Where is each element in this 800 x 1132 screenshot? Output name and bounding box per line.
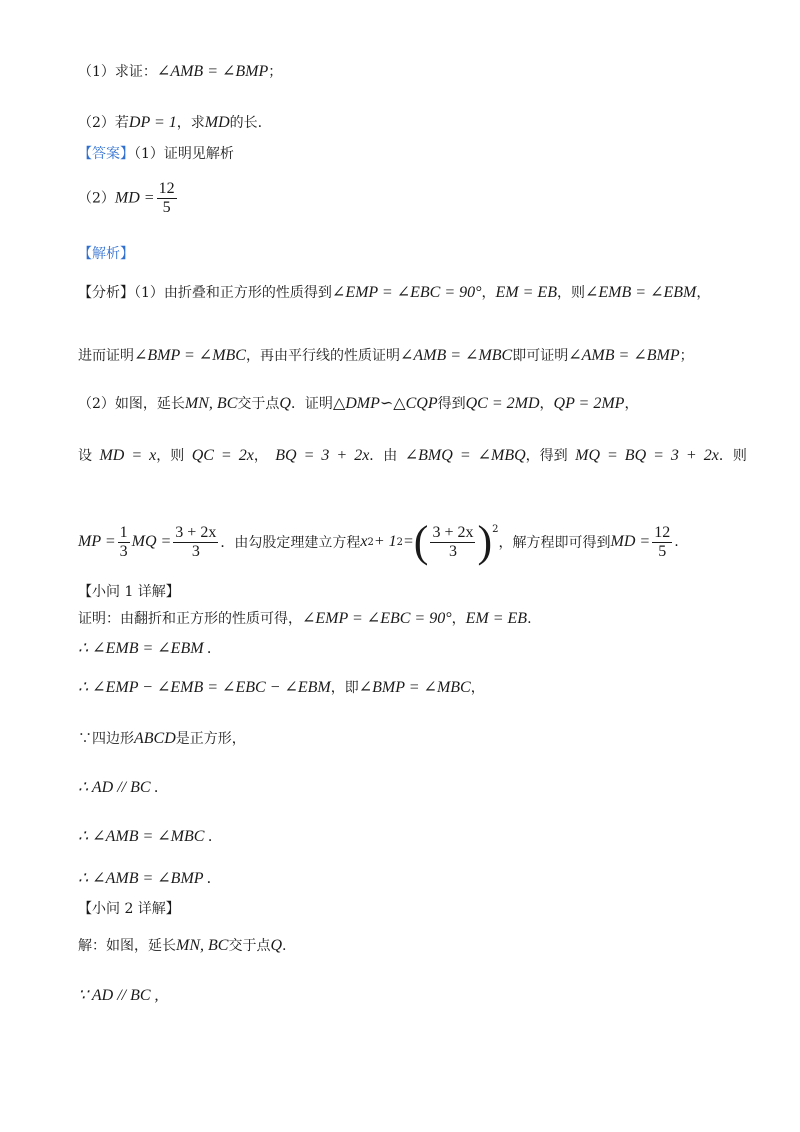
text: ；: [268, 64, 283, 80]
math: QC = 2x: [191, 447, 254, 464]
analysis-line-2: [78, 346, 694, 366]
exponent: 2: [396, 536, 403, 548]
math: DP = 1: [128, 114, 177, 131]
fraction: [430, 524, 475, 561]
text: 的长.: [229, 115, 263, 131]
text: （1）由折叠和正方形的性质得到: [134, 285, 332, 301]
text: ，: [481, 285, 496, 301]
text: 是正方形，: [175, 731, 246, 747]
text: ∵四边形: [78, 731, 134, 747]
text: ，: [696, 285, 711, 301]
proof-line-4: [78, 729, 246, 749]
math: ∠EMB = ∠EBM: [584, 284, 697, 301]
text: .: [674, 534, 679, 550]
analysis-line-4: [78, 446, 747, 466]
math: Q: [270, 937, 283, 954]
proof-line-7: ∴ ∠AMB = ∠BMP .: [78, 870, 212, 887]
exponent: 2: [492, 524, 499, 535]
math: ∠AMB = ∠BMP: [568, 347, 680, 364]
math: MP =: [78, 533, 116, 550]
right-paren: ): [477, 517, 493, 566]
analysis-line-1: [78, 283, 710, 303]
math: ∠BMP = ∠MBC: [358, 679, 471, 696]
text: 交于点: [228, 938, 271, 954]
text: ，则: [556, 285, 585, 301]
denominator: 5: [162, 199, 171, 216]
text: ，得到: [525, 448, 568, 464]
text: 证明：由翻折和正方形的性质可得，: [78, 611, 302, 627]
math: MD: [204, 114, 230, 131]
math: ∠AMB = ∠BMP: [156, 63, 269, 80]
text: ．由: [369, 448, 398, 464]
text: 得到: [437, 396, 466, 412]
math: MD = x: [99, 447, 157, 464]
text: （2）如图，延长: [78, 396, 185, 412]
text: ，: [470, 680, 485, 696]
text: （1）证明见解析: [134, 146, 234, 162]
text: ，: [624, 396, 639, 412]
math: =: [402, 533, 414, 550]
math: Q: [279, 395, 291, 412]
math: ∠BMQ = ∠MBQ: [404, 447, 526, 464]
left-paren: (: [413, 517, 429, 566]
text: .: [527, 611, 532, 627]
proof-line-6: ∴ ∠AMB = ∠MBC .: [78, 828, 213, 845]
text: 交于点: [237, 396, 280, 412]
math: x: [360, 533, 368, 550]
solution-line-2: ∵ AD // BC ,: [78, 987, 159, 1004]
text: 解：如图，延长: [78, 938, 176, 954]
denominator: 3: [448, 542, 457, 560]
fraction: [652, 524, 672, 561]
text: ，: [253, 448, 268, 464]
text: （2）若: [78, 115, 129, 131]
text: ，: [451, 611, 466, 627]
text: ，解方程即可得到: [498, 535, 611, 551]
text: ，则: [156, 448, 185, 464]
text: ，求: [176, 115, 205, 131]
math: QC = 2MD: [465, 395, 540, 412]
numerator: 3 + 2x: [432, 523, 474, 541]
proof-line-2: ∴ ∠EMB = ∠EBM .: [78, 640, 212, 657]
math: MQ =: [131, 533, 172, 550]
numerator: 3 + 2x: [175, 523, 217, 541]
math: + 1: [373, 533, 397, 550]
fraction: [118, 524, 130, 561]
math: ∠BMP = ∠MBC: [134, 347, 246, 364]
text: （2）: [78, 190, 115, 207]
math: MD =: [610, 533, 651, 550]
math: ∠AMB = ∠MBC: [399, 347, 513, 364]
math: MQ = BQ = 3 + 2x: [575, 447, 719, 464]
math: ABCD: [134, 730, 176, 747]
text: .: [282, 938, 287, 954]
math: ∠EMP = ∠EBC = 90°: [302, 610, 452, 627]
math: MN, BC: [184, 395, 238, 412]
solution-line-1: [78, 936, 286, 956]
fraction: [157, 180, 177, 217]
math: MN, BC: [176, 937, 229, 954]
text: 【分析】: [78, 285, 134, 301]
proof-line-3: [78, 678, 485, 698]
denominator: 3: [191, 542, 200, 560]
numerator: 1: [119, 523, 128, 541]
text: ，即: [330, 680, 359, 696]
math: EM = EB: [465, 610, 528, 627]
math: EM = EB: [495, 284, 557, 301]
sub1-tag: 【小问 1 详解】: [78, 584, 180, 600]
math: ∠EMP = ∠EBC = 90°: [331, 284, 482, 301]
denominator: 5: [658, 542, 667, 560]
text: （1）求证：: [78, 64, 157, 80]
text: ．则: [718, 448, 747, 464]
answer-line-2: [78, 180, 179, 217]
text: 设: [78, 448, 92, 464]
exponent: 2: [367, 536, 374, 548]
analysis-line-3: [78, 394, 638, 414]
text: ；: [679, 348, 694, 364]
numerator: 12: [654, 523, 671, 541]
text: ．证明: [290, 396, 333, 412]
math: QP = 2MP: [553, 395, 625, 412]
question-1: [78, 62, 282, 82]
math: ∴ ∠EMP − ∠EMB = ∠EBC − ∠EBM: [78, 679, 331, 696]
fraction: [173, 524, 218, 561]
text: 即可证明: [512, 348, 569, 364]
sub2-tag: 【小问 2 详解】: [78, 901, 180, 917]
text: 进而证明: [78, 348, 134, 364]
analysis-line-5: [78, 517, 679, 566]
math: △DMP∽△CQP: [332, 395, 438, 412]
analysis-tag: 【解析】: [78, 246, 134, 262]
text: ，再由平行线的性质证明: [245, 348, 400, 364]
text: ，: [539, 396, 554, 412]
numerator: 12: [158, 180, 175, 197]
answer-tag: 【答案】: [78, 146, 134, 162]
denominator: 3: [119, 542, 128, 560]
question-2: [78, 113, 262, 133]
answer-line-1: [78, 144, 234, 164]
math: BQ = 3 + 2x: [275, 447, 370, 464]
proof-line-5: ∴ AD // BC .: [78, 779, 159, 796]
math: MD =: [114, 189, 155, 207]
proof-line-1: [78, 609, 532, 629]
text: ．由勾股定理建立方程: [220, 535, 361, 551]
